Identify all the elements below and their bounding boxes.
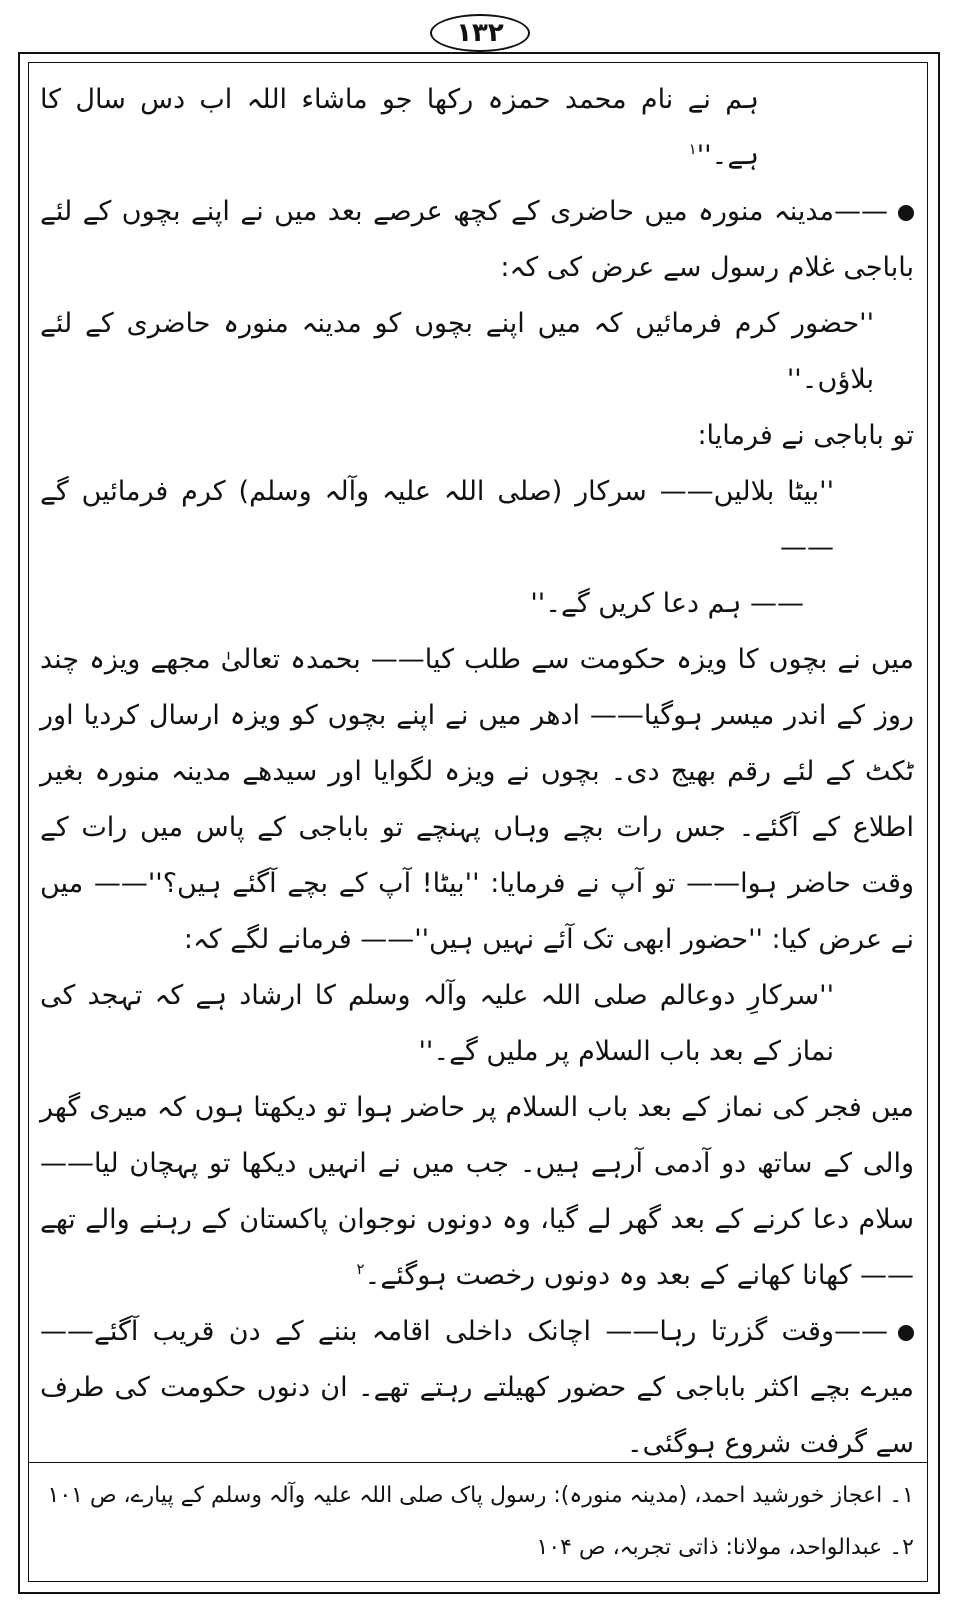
bullet-icon [898,205,914,221]
page-number: ۱۳۲ [430,14,530,52]
footnote-divider [28,1462,928,1463]
paragraph-4: میں نے بچوں کا ویزہ حکومت سے طلب کیا—— بحمدہ تعالیٰ مجھے ویزہ چند روز کے اندر میسر ہوگیا—— ادھر میں نے اپنے بچوں کو ویزہ ارسال کردیا اور ٹکٹ کے لئے رقم بھیج دی۔ بچوں نے ویزہ لگوایا اور سیدھے مدینہ منورہ بغیر اطلاع کے آگئے۔ جس رات بچے وہاں پہنچے تو باباجی کے پاس میں رات کے وقت حاضر ہوا—— تو آپ نے فرمایا: ''بیٹا! آپ کے بچے آگئے ہیں؟''—— میں نے عرض کیا: ''حضور ابھی تک آئے نہیں ہیں''—— فرمانے لگے کہ: [40,644,914,955]
quote-3: ''سرکارِ دوعالم صلی اللہ علیہ وآلہ وسلم کا ارشاد ہے کہ تہجد کی نماز کے بعد باب السلام پر ملیں گے۔'' [40,980,834,1067]
bullet-icon [898,1325,914,1341]
paragraph-1: ہم نے نام محمد حمزہ رکھا جو ماشاء اللہ اب دس سال کا $ہے۔''^۱$ [40,84,759,171]
footnote-mark-1: ۱ [688,140,697,158]
page-body [40,72,914,1472]
footnote-mark-2: ۲ [356,1260,365,1278]
paragraph-5: میں فجر کی نماز کے بعد باب السلام پر حاضر ہوا تو دیکھتا ہوں کہ میری گھر والی کے ساتھ دو آدمی آرہے ہیں۔ جب میں نے انہیں دیکھا تو پہچان لیا—— سلام دعا کرنے کے بعد گھر لے گیا، وہ دونوں نوجوان پاکستان کے رہنے والے تھے—— کھانا کھانے کے بعد وہ دونوں رخصت ہوگئے۔$^۲$ [40,1092,914,1291]
paragraph-6: ——وقت گزرتا رہا—— اچانک داخلی اقامہ بننے کے دن قریب آگئے—— میرے بچے اکثر باباجی کے حضور کھیلتے رہتے تھے۔ ان دنوں حکومت کی طرف سے گرفت شروع ہوگئی۔ [40,1316,914,1459]
footnotes [40,1470,914,1574]
quote-2-line-2: —— ہم دعا کریں گے۔'' [530,588,804,619]
footnote-1: ۱۔ اعجاز خورشید احمد، (مدینہ منورہ): رسول پاک صلی اللہ علیہ وآلہ وسلم کے پیارے، ص ۱۰۱ [47,1483,914,1508]
footnote-2: ۲۔ عبدالواحد، مولانا: ذاتی تجربہ، ص ۱۰۴ [536,1535,914,1560]
paragraph-2: ——مدینہ منورہ میں حاضری کے کچھ عرصے بعد میں نے اپنے بچوں کے لئے باباجی غلام رسول سے عرض کی کہ: [40,196,914,283]
quote-2-line-1: ''بیٹا بلالیں—— سرکار (صلی اللہ علیہ وآلہ وسلم) کرم فرمائیں گے —— [40,476,834,563]
quote-1: ''حضور کرم فرمائیں کہ میں اپنے بچوں کو مدینہ منورہ حاضری کے لئے بلاؤں۔'' [40,308,874,395]
paragraph-3: تو باباجی نے فرمایا: [697,420,914,451]
